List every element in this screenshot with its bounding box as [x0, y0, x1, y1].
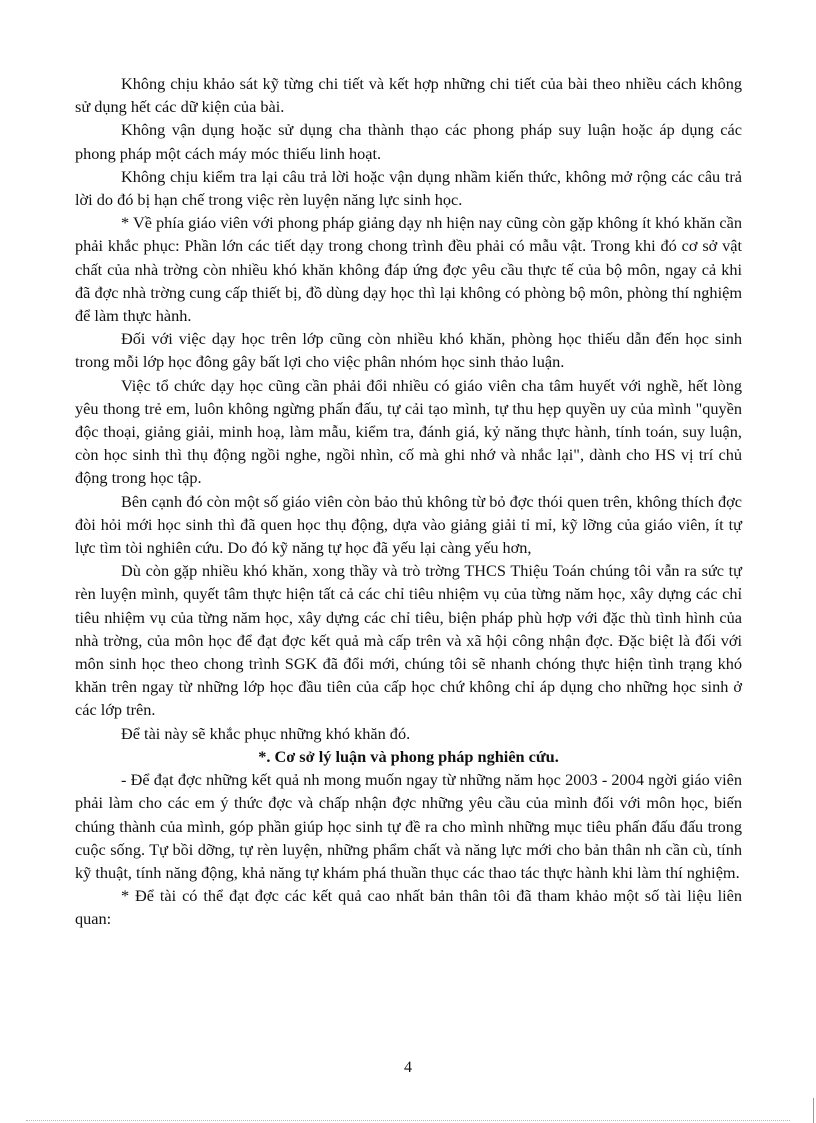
body-paragraph: Dù còn gặp nhiều khó khăn, xong thầy và trò trờng THCS Thiệu Toán chúng tôi vẫn ra sức tự rèn luyện mình, quyết tâm thực hiện tất cả các chỉ tiêu nhiệm vụ của từng năm học, xây dựng các chỉ tiêu nhiệm vụ của từng năm học, xây dựng các chỉ tiêu, biện pháp phù hợp với đặc thù tình hình của nhà trờng, của môn học để đạt đợc kết quả mà cấp trên và xã hội công nhận đợc. Đặc biệt là đối với môn sinh học theo chong trình SGK đã đổi mới, chúng tôi sẽ nhanh chóng thực hiện tình trạng khó khăn trên ngay từ những lớp học đầu tiên của cấp học chứ không chỉ áp dụng cho những học sinh ở các lớp trên.: [75, 561, 742, 720]
body-paragraph: * Về phía giáo viên với phong pháp giảng dạy nh hiện nay cũng còn gặp không ít khó khăn cần phải khắc phục: Phần lớn các tiết dạy trong chong trình đều phải có mẫu vật. Trong khi đó cơ sở vật chất của nhà trờng còn nhiều khó khăn không đáp ứng đợc yêu cầu thực tế của bộ môn, ngay cả khi đã đợc nhà trờng cung cấp thiết bị, đồ dùng dạy học thì lại không có phòng bộ môn, phòng thí nghiệm để làm thực hành.: [75, 213, 742, 326]
section-heading: *. Cơ sở lý luận và phong pháp nghiên cứu.: [258, 746, 559, 766]
body-paragraph: Để tài này sẽ khắc phục những khó khăn đó.: [121, 723, 411, 743]
body-paragraph: - Để đạt đợc những kết quả nh mong muốn ngay từ những năm học 2003 - 2004 ngời giáo viên phải làm cho các em ý thức đợc và chấp nhận đợc những yêu cầu của mình đối với môn học, biến chúng thành của mình, góp phần giúp học sinh tự đề ra cho mình những mục tiêu phấn đấu đấu trong cuộc sống. Tự bồi dỡng, tự rèn luyện, những phẩm chất và năng lực mới cho bản thân nh cần cù, tính kỹ thuật, tính năng động, khả năng tự khám phá thuần thục các thao tác thực hành khi làm thí nghiệm.: [75, 770, 742, 882]
body-paragraph: Đối với việc dạy học trên lớp cũng còn nhiều khó khăn, phòng học thiếu dẫn đến học sinh trong mỗi lớp học đông gây bất lợi cho việc phân nhóm học sinh thảo luận.: [75, 329, 742, 372]
body-paragraph: Không chịu khảo sát kỹ từng chi tiết và kết hợp những chi tiết của bài theo nhiều cách không sử dụng hết các dữ kiện của bài.: [75, 74, 742, 117]
body-paragraph: Việc tổ chức dạy học cũng cần phải đổi nhiều có giáo viên cha tâm huyết với nghề, hết lòng yêu thong trẻ em, luôn không ngừng phấn đấu, tự cải tạo mình, tự thu hẹp quyền uy của mình "quyền độc thoại, giảng giải, minh hoạ, làm mẫu, kiểm tra, đánh giá, kỷ năng thực hành, tính toán, suy luận, còn học sinh thì thụ động ngồi nghe, ngồi nhìn, cố mà ghi nhớ và nhắc lại", dành cho HS vị trí chủ động trong học tập.: [75, 375, 742, 488]
body-paragraph: * Để tài có thể đạt đợc các kết quả cao nhất bản thân tôi đã tham khảo một số tài liệu liên quan:: [75, 886, 742, 929]
page-corner-mark: [813, 1098, 814, 1123]
page-border-dotted-line: [26, 1120, 790, 1121]
body-paragraph: Không vận dụng hoặc sử dụng cha thành thạo các phong pháp suy luận hoặc áp dụng các phong pháp một cách máy móc thiếu linh hoạt.: [75, 120, 742, 163]
page-number: 4: [404, 1059, 412, 1076]
body-paragraph: Không chịu kiểm tra lại câu trả lời hoặc vận dụng nhầm kiến thức, không mở rộng các câu trả lời do đó bị hạn chế trong việc rèn luyện năng lực sinh học.: [75, 166, 742, 210]
document-body: [75, 72, 742, 931]
body-paragraph: Bên cạnh đó còn một số giáo viên còn bảo thủ không từ bỏ đợc thói quen trên, không thích đợc đòi hỏi mới học sinh thì đã quen học thụ động, dựa vào giảng giải tỉ mỉ, kỹ lỡng của giáo viên, ít tự lực tìm tòi nghiên cứu. Do đó kỹ năng tự học đã yếu lại càng yếu hơn,: [75, 491, 742, 558]
